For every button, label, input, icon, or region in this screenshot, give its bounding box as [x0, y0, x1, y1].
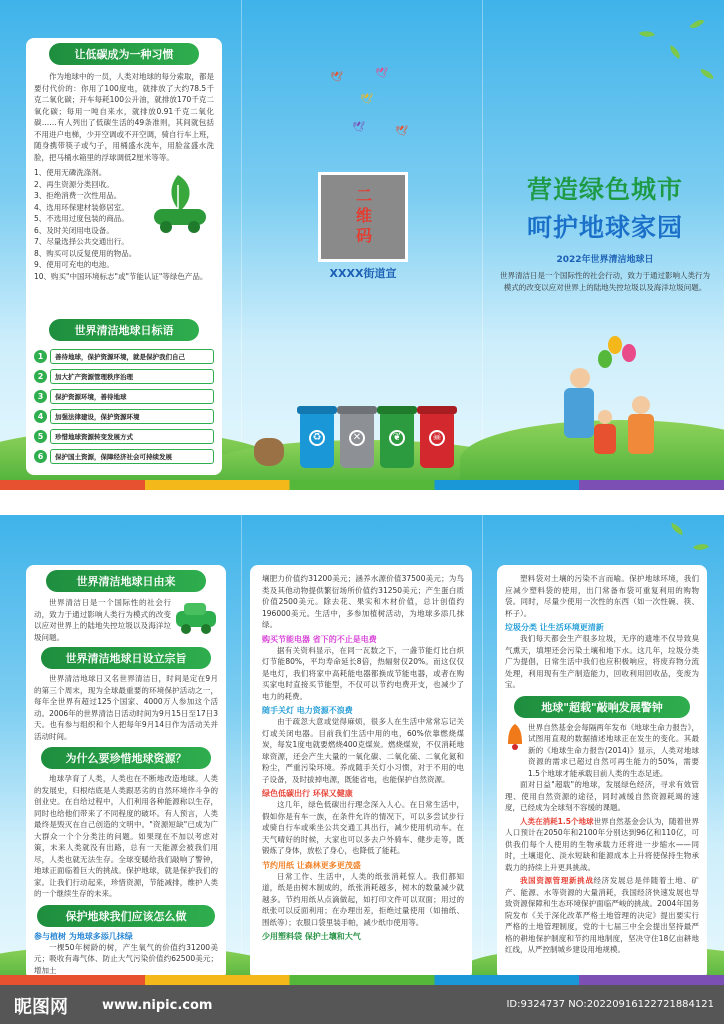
elec-body: 据有关资料显示，在同一瓦数之下，一盏节能灯比白炽灯节能80%，平均寿命延长8倍，热辐射仅20%。而这仅仅是电灯，我们将家中高耗能电器都换成节能电器，或者在购买家电时直接买节能型，不仅可以节约电费开支，也减少了电力的耗费。 [262, 645, 464, 701]
fold-line [482, 515, 483, 985]
plastic-bag-title: 少用塑料袋 保护土壤和大气 [262, 932, 361, 941]
leaf-icon [667, 45, 683, 59]
leaf-icon [693, 540, 709, 554]
bird-icon: 🕊 [360, 94, 373, 105]
slogan-item [34, 349, 214, 364]
plastic-bag-body: 塑料袋对土壤的污染不言而喻。保护地球环境，我们应减少塑料袋的使用，出门常备布袋可重复利用的购物袋。同时，尽量少使用一次性的东西（如一次性碗、筷、杯子）。 [505, 574, 699, 618]
organizer-name: XXXX街道宣 [329, 267, 397, 280]
inside-column-1 [26, 565, 226, 980]
slogan-item [34, 449, 214, 464]
tip-item: 7、尽量选择公共交通出行。 [34, 237, 129, 246]
china-title: 我国资源管理新挑战 [520, 876, 594, 885]
tip-item: 10、购买"中国环境标志"或"节能认证"等绿色产品。 [34, 271, 208, 281]
slogan-item [34, 369, 214, 384]
tip-item: 5、不选用过度包装的商品。 [34, 214, 129, 223]
leaf-icon [699, 69, 714, 79]
color-stripe [0, 975, 724, 985]
slogan-text: 珍惜地球资源转变发展方式 [50, 429, 214, 444]
bird-icon: 🕊 [395, 126, 408, 137]
slogan-item [34, 409, 214, 424]
tree-title: 参与植树 为地球多添几抹绿 [34, 931, 133, 941]
sorting-title: 垃圾分类 让生活环境更清新 [505, 623, 604, 632]
eco-car-icon [148, 171, 210, 237]
purpose-body: 世界清洁地球日又名世界清洁日，时间是定在9月的第三个周末，现为全球最重要的环境保护活动之一，每年全世界有超过125个国家、4000万人参加这个活动。2006年的世界清洁日活动时间为9月15日至17日3天。也有参与组织和个人把每年9月14日作为活动关并活动时间。 [34, 674, 218, 741]
consume-paragraph [505, 816, 699, 874]
sorting-body: 我们每天都会生产很多垃圾，无序的遗堆不仅导致臭气熏天，填埋还会污染土壤和地下水。这几年，垃圾分类广为提倡，日常生活中我们也应积极响应，将废弃物分流处理，利用现有生产制造能力，回收利用回收品，变废为宝。 [505, 634, 699, 689]
travel-body: 这几年，绿色低碳出行理念深入人心。在日常生活中，假如你是有车一族，在条件允许的情况下，可以多尝试步行或骑自行车或乘坐公共交通工具出行，减少使用机动车。在天气晴好的时候，大家也可以多去户外骑车、健步走等，既锻炼了身体，放松了身心，也降低了能耗。 [262, 800, 464, 855]
china-paragraph [505, 875, 699, 956]
habit-title: 让低碳成为一种习惯 [49, 43, 199, 65]
slogan-title: 世界清洁地球日标语 [49, 319, 199, 341]
fold-line [241, 0, 242, 490]
brochure-outside [0, 0, 724, 490]
slogan-number: 4 [34, 410, 47, 423]
consume-body: 世界自然基金会认为，随着世界人口预计在2050年和2100年分别达到96亿和110亿，可供我们每个人使用的生物承载力还将进一步缩水——同时，土壤退化、淡水短缺和能源成本上升将使保持生物承载力的持续上升更具挑战。 [505, 816, 699, 872]
purpose-title: 世界清洁地球日设立宗旨 [41, 647, 211, 669]
tree-body-continued: 壤肥力价值约31200美元；涵养水源价值37500美元；为鸟类及其他动物提供繁衍场所价值约31250美元；产生蛋白质价值2500美元。除去花、果实和木材价值，总计创值约196000美元。生活中，多参加植树活动，为地球多添几抹绿。 [262, 574, 464, 629]
tip-item: 4、选用环保建材装修居室。 [34, 202, 129, 212]
slogan-item [34, 429, 214, 444]
slogan-text: 善待地球，保护资源环境，就是保护我们自己 [50, 349, 214, 364]
watermark-bar [0, 985, 724, 1024]
cover-title-line2: 呵护地球家园 [526, 213, 683, 242]
china-body: 经济发展总是伴随着土地、矿产、能源、水等资源的大量消耗，我国经济快速发展也导致资源保障和生态环境保护面临严峻的挑战。2004年国务院发布《关于深化改革严格土地管理的决定》提出要实行严格的土地管理制度，党的十七届三中全会提出坚持最严格的耕地保护制度和节约用地制度，坚决守住18亿亩耕地红线，从严控制城乡建设用地规模。 [505, 876, 699, 954]
slogan-number: 5 [34, 430, 47, 443]
hazard-icon: ☠ [429, 430, 445, 446]
slogan-text: 加强法律建设，保护资源环境 [50, 409, 214, 424]
warning-bell-icon [505, 722, 525, 752]
slogan-panel [26, 314, 222, 474]
recycle-icon: ♻ [309, 430, 325, 446]
recycle-bin [300, 412, 334, 468]
origin-title: 世界清洁地球日由来 [46, 570, 206, 592]
slogan-text: 加大扩产资源管理秩序治理 [50, 369, 214, 384]
paper-title: 节约用纸 让森林更多更茂盛 [262, 860, 361, 870]
fold-line [482, 0, 483, 490]
lights-off-title: 随手关灯 电力资源不浪费 [262, 706, 353, 715]
site-url: www.nipic.com [102, 998, 213, 1013]
leaf-icon [669, 523, 685, 535]
why-title: 为什么要珍惜地球资源？ [41, 747, 211, 769]
slogan-number: 3 [34, 390, 47, 403]
image-id: ID:9324737 NO:20220916122721884121 [506, 999, 714, 1010]
consume-title: 人类在消耗1.5个地球 [520, 816, 594, 826]
bird-icon: 🕊 [375, 68, 388, 79]
tip-item: 2、再生资源分类回收。 [34, 179, 114, 189]
inside-column-2 [250, 565, 472, 980]
overdraft-body-2: 面对日益"超载"的地球，发展绿色经济，寻求有效管理、使用自然资源的途径，同时减缓自然资源耗竭的速度，已经成为全球刻不容缓的课题。 [505, 780, 699, 812]
tree-body: 一棵50年树龄的树，产生氧气的价值约31200美元；吸收有毒气体、防止大气污染价值约62500美元；增加土 [34, 942, 218, 975]
tip-item: 8、购买可以反复使用的物品。 [34, 248, 137, 258]
paper-body: 日常工作、生活中，人类的纸张消耗惊人。我们都知道，纸是由树木制成的，纸张消耗越多，树木的数量减少就越多。节约用纸从点滴做起，如打印文件可以双面；用过的纸张可以反面利用；在办理出差，拒绝过量使用（如抽纸、围纸等）；农服口袋里装手帕，减少纸巾使用等。 [262, 871, 464, 927]
tip-item: 3、拒绝消费一次性用品。 [34, 191, 122, 200]
sheet-gap [0, 490, 724, 515]
should-title: 保护地球我们应该怎么做 [37, 905, 215, 927]
lights-off-body: 由于疏忽大意或觉得麻烦，很多人在生活中常常忘记关灯或关闭电器。目前我们生活中用的电，60%依靠燃烧煤炭，每发1度电就要燃烧400克煤炭。燃烧煤炭，不仅消耗地球资源，还会产生大量的一氧化碳、二氧化硫、二氧化氮和粉尘，严重污染环境。养成随手关灯小习惯，对于不用的电子设备，及时拔掉电源，既能省电，也能保护自然资源。 [262, 717, 464, 784]
trash-icon: ✕ [349, 430, 365, 446]
tip-item: 9、使用可充电的电池。 [34, 260, 114, 269]
tip-item: 6、及时关闭用电设备。 [34, 225, 114, 235]
slogan-text: 保护国土资源，保障经济社会可持续发展 [50, 449, 214, 464]
qr-code-placeholder [321, 175, 405, 259]
kitchen-bin [380, 412, 414, 468]
cover-intro: 世界清洁日是一个国际性的社会行动，致力于通过影响人类行为模式的改变以应对世界上的陆地失控垃圾以及海洋垃圾问题。 [500, 271, 710, 292]
leaf-icon [689, 16, 704, 32]
inside-column-3 [497, 565, 707, 980]
tip-item: 1、使用无磷洗涤剂。 [34, 168, 107, 177]
color-stripe [0, 480, 724, 490]
family-illustration [536, 336, 686, 466]
travel-title: 绿色低碳出行 环保又健康 [262, 789, 353, 798]
slogan-text: 保护资源环境，善待地球 [50, 389, 214, 404]
hazard-bin [420, 412, 454, 468]
garbage-bag-icon [254, 438, 284, 466]
leaf-icon: ❦ [389, 430, 405, 446]
slogan-item [34, 389, 214, 404]
origin-body: 世界清洁日是一个国际性的社会行动，致力于通过影响人类行为模式的改变以应对世界上的陆地失控垃圾以及海洋垃圾问题。 [34, 598, 171, 642]
bird-icon: 🕊 [352, 122, 365, 133]
elec-title: 购买节能电器 省下的不止是电费 [262, 634, 377, 644]
overdraft-title: 地球"超载"敲响发展警钟 [514, 696, 690, 718]
fold-line [241, 515, 242, 985]
slogan-number: 1 [34, 350, 47, 363]
leaf-icon [639, 28, 655, 40]
bird-icon: 🕊 [330, 72, 343, 83]
other-bin [340, 412, 374, 468]
qr-code-frame [318, 172, 408, 262]
slogan-number: 6 [34, 450, 47, 463]
why-body: 地球孕育了人类，人类也在不断地改造地球。人类的发展史，归根结底是人类跟恶劣的自然环境作斗争的创业史。在自给过程中，人们利用各种能源称以生存，同时也给他们带来了不同程度的破坏。有人预言，人类最终是毁灭在自己创造的文明中。"资源短缺"已成为广大群众一个个分类注的问题。如果现在不加以考虑对策，未来人类就没有出路，总有一天能源会被我们用尽，人类也就无法生存。全球变暖给我们敲响了警钟，地球正面临着巨大的挑战。保护地球，就是保护我们的家。让我们行动起来，珍惜资源，节能减排，维护人类的一个继续生存的未来。 [34, 774, 218, 898]
slogan-number: 2 [34, 370, 47, 383]
cover-subtitle: 2022年世界清洁地球日 [556, 255, 654, 265]
habit-body: 作为地球中的一员，人类对地球的每分索取，都是要付代价的：你用了100度电，就排放了大约78.5千克二氧化碳；开车每耗100公升油，就排放170千克二氧化碳；每用一吨自来水，就排放0.91千克二氧化碳……有人列出了低碳生活的49条准则，其间就包括不用进户电梯，少开空调或不开空调，骑自行车上班，随身携带筷子或勺子，用桶盛水洗车，用脸盆盛水洗脸，把马桶水箱里的浮球调低2厘米等等。 [34, 72, 214, 162]
cover-title-block [500, 170, 710, 294]
green-car-icon [174, 597, 218, 637]
site-logo: 昵图网 [14, 997, 68, 1018]
qr-label: 二维码 [353, 187, 373, 247]
cover-title-line1: 营造绿色城市 [526, 175, 683, 204]
overdraft-body-1: 世界自然基金会每隔两年发布《地球生命力报告》，试图用直观的数据描述地球正在发生的变化。其最新的《地球生命力报告(2014)》显示，人类对地球资源的需求已超过自然可再生能力的50%，需要1.5个地球才能承载目前人类的生态足迹。 [528, 722, 699, 778]
